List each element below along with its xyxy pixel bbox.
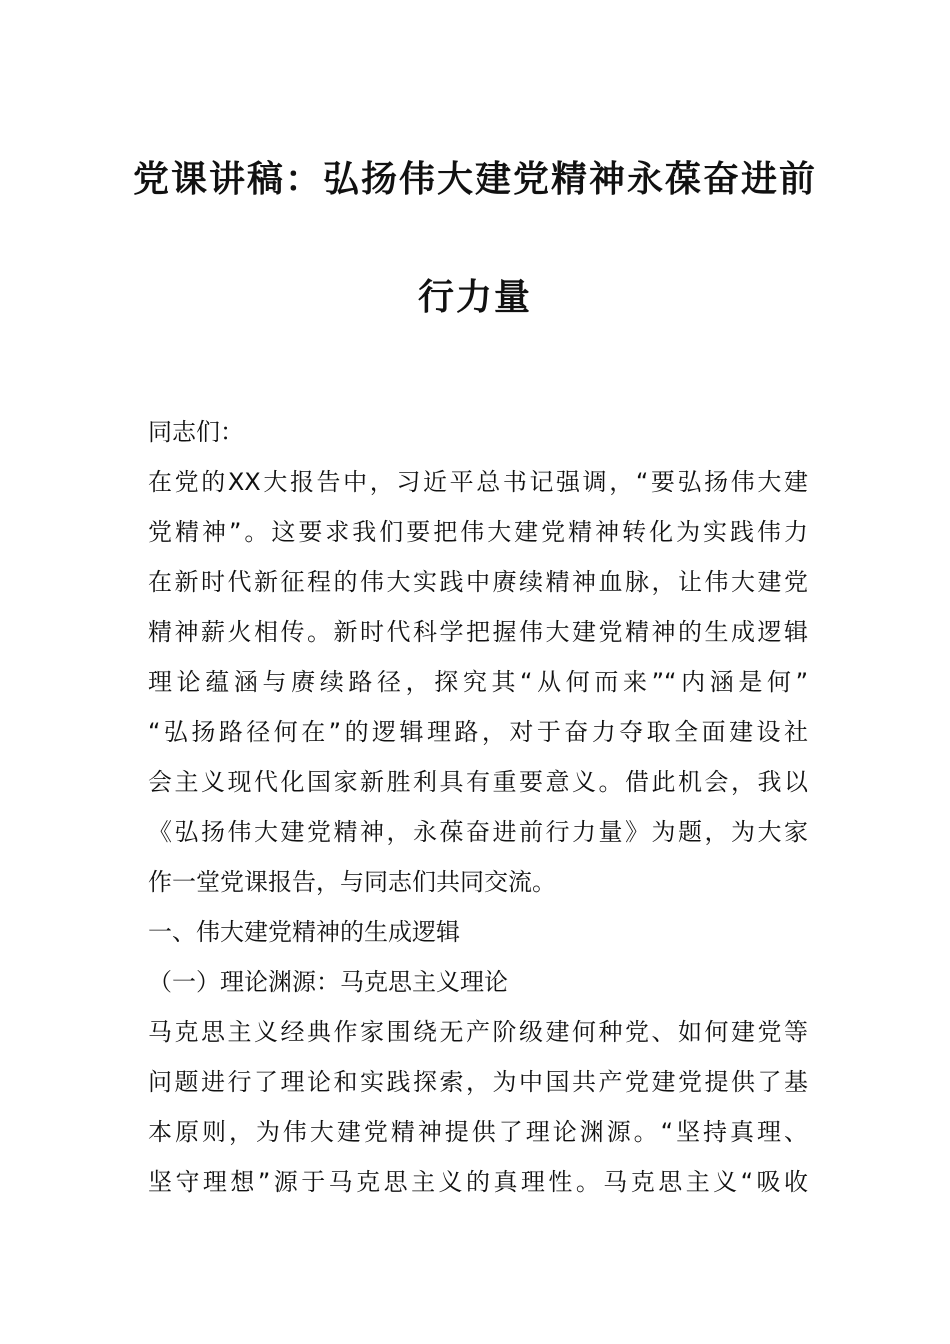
body-line: 精神薪火相传。新时代科学把握伟大建党精神的生成逻辑 xyxy=(148,618,808,646)
document-title-line-2: 行力量 xyxy=(417,277,532,318)
body-line: 理论蕴涵与赓续路径，探究其“从何而来”“内涵是何” xyxy=(148,668,808,696)
body-line: “弘扬路径何在”的逻辑理路，对于奋力夺取全面建设社 xyxy=(148,718,808,746)
body-line: 党精神”。这要求我们要把伟大建党精神转化为实践伟力 xyxy=(148,518,808,546)
body-line: 马克思主义经典作家围绕无产阶级建何种党、如何建党等 xyxy=(148,1018,808,1046)
body-line: 会主义现代化国家新胜利具有重要意义。借此机会，我以 xyxy=(148,768,808,796)
body-line: 在新时代新征程的伟大实践中赓续精神血脉，让伟大建党 xyxy=(148,568,808,596)
body-line: 作一堂党课报告，与同志们共同交流。 xyxy=(148,868,556,896)
salutation: 同志们： xyxy=(148,418,244,446)
body-line: 在党的XX大报告中，习近平总书记强调，“要弘扬伟大建 xyxy=(148,468,808,496)
section-heading: 一、伟大建党精神的生成逻辑 xyxy=(148,918,460,946)
subsection-heading: （一）理论渊源：马克思主义理论 xyxy=(148,968,508,996)
document-title-line-1: 党课讲稿：弘扬伟大建党精神永葆奋进前 xyxy=(132,159,817,200)
body-line: 《弘扬伟大建党精神，永葆奋进前行力量》为题，为大家 xyxy=(148,818,808,846)
body-line: 本原则，为伟大建党精神提供了理论渊源。“坚持真理、 xyxy=(148,1118,808,1146)
body-line: 坚守理想”源于马克思主义的真理性。马克思主义“吸收 xyxy=(148,1168,808,1196)
body-line: 问题进行了理论和实践探索，为中国共产党建党提供了基 xyxy=(148,1068,808,1096)
document-body xyxy=(148,407,808,1207)
